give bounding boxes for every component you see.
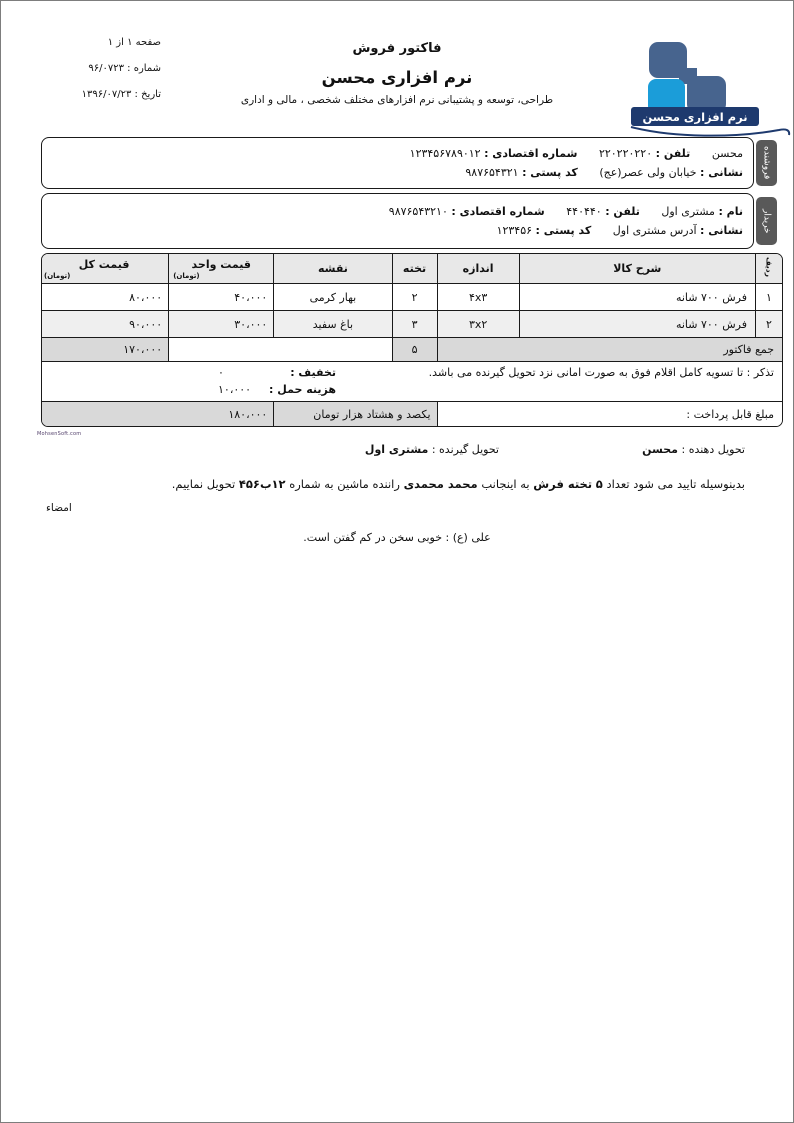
deliverer-name: محسن bbox=[642, 443, 678, 456]
seller-line-2 bbox=[52, 166, 743, 179]
discount-value: ۰ bbox=[218, 366, 224, 379]
document-type-title: فاکتور فروش bbox=[352, 41, 442, 56]
sum-boards: ۵ bbox=[392, 338, 437, 362]
company-logo bbox=[629, 37, 794, 143]
sum-total: ۱۷۰،۰۰۰ bbox=[41, 338, 169, 362]
buyer-box bbox=[41, 193, 754, 249]
seller-tab-label: فروشنده bbox=[761, 146, 772, 180]
seller-postal-code: کد پستی : ۹۸۷۶۵۴۳۲۱ bbox=[465, 165, 578, 179]
footer-quote: علی (ع) : خوبی سخن در کم گفتن است. bbox=[303, 531, 491, 544]
signature-label: امضاء bbox=[46, 502, 72, 514]
col-header-row-number: ردیف bbox=[755, 254, 782, 284]
unit-price-currency-note: (تومان) bbox=[173, 271, 200, 280]
seller-line-1 bbox=[52, 147, 743, 160]
confirm-text-1: بدینوسیله تایید می شود تعداد bbox=[606, 477, 745, 491]
confirm-text-2: به اینجانب bbox=[481, 477, 530, 491]
buyer-phone: تلفن : ۴۴۰۴۴۰ bbox=[566, 204, 640, 218]
shipping-value: ۱۰،۰۰۰ bbox=[218, 383, 252, 396]
invoice-number-value: ۹۶/۰۷۲۳ bbox=[88, 63, 124, 74]
note-row bbox=[41, 362, 783, 402]
payable-amount: ۱۸۰،۰۰۰ bbox=[41, 402, 274, 427]
confirm-driver-name: محمد محمدی bbox=[403, 477, 478, 491]
col-header-total-price: قیمت کل (تومان) bbox=[41, 254, 169, 284]
cell-boards: ۲ bbox=[392, 284, 437, 311]
cell-total-price: ۹۰،۰۰۰ bbox=[41, 311, 169, 338]
invoice-date-label: تاریخ : bbox=[134, 89, 161, 100]
buyer-tab bbox=[756, 197, 777, 245]
deliverer-label: تحویل دهنده : bbox=[681, 443, 745, 456]
confirm-quantity: ۵ bbox=[595, 477, 603, 491]
cell-size: ۴x۳ bbox=[437, 284, 519, 311]
table-row bbox=[41, 284, 783, 311]
page-number-indicator: صفحه ۱ از ۱ bbox=[107, 37, 161, 48]
col-header-pattern: نقشه bbox=[274, 254, 392, 284]
col-header-unit-price: قیمت واحد (تومان) bbox=[169, 254, 274, 284]
seller-phone: تلفن : ۲۲۰۲۲۰۲۲۰ bbox=[598, 147, 691, 161]
seller-tab bbox=[756, 140, 777, 186]
payable-label: مبلغ قابل پرداخت : bbox=[437, 402, 782, 427]
invoice-date-value: ۱۳۹۶/۰۷/۲۳ bbox=[81, 89, 132, 100]
col-header-size: اندازه bbox=[437, 254, 519, 284]
shipping-line bbox=[218, 383, 336, 396]
buyer-address: نشانی : آدرس مشتری اول bbox=[612, 224, 743, 238]
note-cell bbox=[41, 362, 783, 402]
cell-size: ۳x۲ bbox=[437, 311, 519, 338]
shipping-label: هزینه حمل : bbox=[269, 383, 336, 396]
discount-label: تخفیف : bbox=[290, 366, 336, 379]
cell-pattern: باغ سفید bbox=[274, 311, 392, 338]
delivery-confirmation-paragraph bbox=[41, 477, 745, 491]
delivery-parties-line bbox=[1, 443, 793, 459]
receiver-label: تحویل گیرنده : bbox=[431, 443, 499, 456]
buyer-line-1 bbox=[52, 205, 743, 218]
confirm-item: تخته فرش bbox=[533, 477, 593, 491]
col-header-description: شرح کالا bbox=[519, 254, 755, 284]
total-price-currency-note: (تومان) bbox=[44, 271, 71, 280]
invoice-sum-row bbox=[41, 338, 783, 362]
sum-empty-cell bbox=[169, 338, 392, 362]
cell-row-number: ۲ bbox=[755, 311, 782, 338]
watermark-text: MohsenSoft.com bbox=[37, 431, 82, 437]
cell-unit-price: ۳۰،۰۰۰ bbox=[169, 311, 274, 338]
buyer-tab-label: خریدار bbox=[761, 208, 772, 234]
cell-unit-price: ۴۰،۰۰۰ bbox=[169, 284, 274, 311]
col-header-boards: تخته bbox=[392, 254, 437, 284]
buyer-economic-code: شماره اقتصادی : ۹۸۷۶۵۴۳۲۱۰ bbox=[388, 204, 545, 218]
company-subtitle: طراحی، توسعه و پشتیبانی نرم افزارهای مختلف شخصی ، مالی و اداری bbox=[240, 94, 554, 106]
buyer-line-2 bbox=[52, 224, 743, 237]
confirm-text-3: راننده ماشین به شماره bbox=[289, 477, 400, 491]
deliverer bbox=[642, 443, 745, 456]
cell-total-price: ۸۰،۰۰۰ bbox=[41, 284, 169, 311]
logo-text: نرم افزاری محسن bbox=[642, 109, 748, 124]
table-header-row bbox=[41, 254, 783, 284]
confirm-text-4: تحویل نماییم. bbox=[171, 477, 236, 491]
consignment-note: تذکر : تا تسویه کامل اقلام فوق به صورت امانی نزد تحویل گیرنده می باشد. bbox=[428, 366, 774, 379]
company-name: نرم افزاری محسن bbox=[321, 68, 473, 87]
seller-name: محسن bbox=[711, 147, 743, 161]
buyer-name: نام : مشتری اول bbox=[661, 204, 743, 218]
cell-boards: ۳ bbox=[392, 311, 437, 338]
payable-amount-words: یکصد و هشتاد هزار تومان bbox=[274, 402, 437, 427]
receiver-name: مشتری اول bbox=[364, 443, 429, 456]
seller-address: نشانی : خیابان ولی عصر(عج) bbox=[599, 165, 743, 179]
table-row bbox=[41, 311, 783, 338]
sum-label: جمع فاکتور bbox=[437, 338, 782, 362]
payable-row bbox=[41, 402, 783, 427]
seller-box bbox=[41, 137, 754, 189]
confirm-plate-number: ۱۲ب۴۵۶ bbox=[238, 477, 286, 491]
cell-pattern: بهار کرمی bbox=[274, 284, 392, 311]
invoice-number-label: شماره : bbox=[127, 63, 161, 74]
cell-description: فرش ۷۰۰ شانه bbox=[519, 311, 755, 338]
items-table bbox=[41, 253, 783, 427]
buyer-postal-code: کد پستی : ۱۲۳۴۵۶ bbox=[496, 224, 592, 238]
cell-description: فرش ۷۰۰ شانه bbox=[519, 284, 755, 311]
seller-economic-code: شماره اقتصادی : ۱۲۳۴۵۶۷۸۹۰۱۲ bbox=[409, 147, 578, 161]
cell-row-number: ۱ bbox=[755, 284, 782, 311]
receiver bbox=[365, 443, 499, 456]
discount-line bbox=[218, 366, 336, 379]
